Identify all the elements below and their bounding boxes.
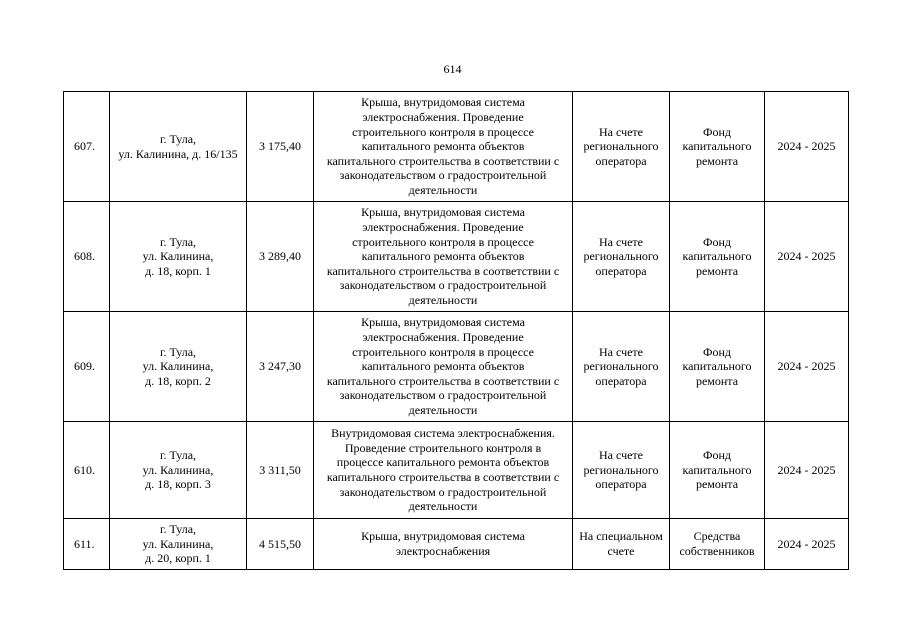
account-cell: На счете регионального оператора <box>573 312 670 422</box>
funding-source-cell: Средства собственников <box>670 519 765 570</box>
area-cell: 3 175,40 <box>247 92 314 202</box>
works-cell: Крыша, внутридомовая система электроснабжения. Проведение строительного контроля в процессе капитального ремонта объектов капитального строительства в соответствии с законодательством о градостроительной деятельности <box>314 202 573 312</box>
funding-source-cell: Фонд капитального ремонта <box>670 202 765 312</box>
table-row <box>64 422 849 519</box>
area-cell: 3 289,40 <box>247 202 314 312</box>
capital-repair-table <box>63 91 849 570</box>
period-cell: 2024 - 2025 <box>765 312 849 422</box>
page-number: 614 <box>443 62 462 76</box>
area-cell: 3 311,50 <box>247 422 314 519</box>
table-row <box>64 202 849 312</box>
account-cell: На счете регионального оператора <box>573 202 670 312</box>
table-row <box>64 519 849 570</box>
account-cell: На счете регионального оператора <box>573 92 670 202</box>
account-cell: На счете регионального оператора <box>573 422 670 519</box>
area-cell: 3 247,30 <box>247 312 314 422</box>
row-number: 608. <box>64 202 110 312</box>
address-cell: г. Тула, ул. Калинина, д. 18, корп. 3 <box>110 422 247 519</box>
works-cell: Крыша, внутридомовая система электроснабжения. Проведение строительного контроля в процессе капитального ремонта объектов капитального строительства в соответствии с законодательством о градостроительной деятельности <box>314 92 573 202</box>
works-cell: Крыша, внутридомовая система электроснабжения. Проведение строительного контроля в процессе капитального ремонта объектов капитального строительства в соответствии с законодательством о градостроительной деятельности <box>314 312 573 422</box>
works-cell: Внутридомовая система электроснабжения. Проведение строительного контроля в процессе капитального ремонта объектов капитального строительства в соответствии с законодательством о градостроительной деятельности <box>314 422 573 519</box>
period-cell: 2024 - 2025 <box>765 519 849 570</box>
table-row <box>64 92 849 202</box>
period-cell: 2024 - 2025 <box>765 92 849 202</box>
area-cell: 4 515,50 <box>247 519 314 570</box>
works-cell: Крыша, внутридомовая система электроснабжения <box>314 519 573 570</box>
funding-source-cell: Фонд капитального ремонта <box>670 422 765 519</box>
row-number: 611. <box>64 519 110 570</box>
address-cell: г. Тула, ул. Калинина, д. 20, корп. 1 <box>110 519 247 570</box>
address-cell: г. Тула, ул. Калинина, д. 18, корп. 1 <box>110 202 247 312</box>
row-number: 610. <box>64 422 110 519</box>
period-cell: 2024 - 2025 <box>765 202 849 312</box>
table-row <box>64 312 849 422</box>
funding-source-cell: Фонд капитального ремонта <box>670 92 765 202</box>
address-cell: г. Тула, ул. Калинина, д. 18, корп. 2 <box>110 312 247 422</box>
funding-source-cell: Фонд капитального ремонта <box>670 312 765 422</box>
period-cell: 2024 - 2025 <box>765 422 849 519</box>
address-cell: г. Тула, ул. Калинина, д. 16/135 <box>110 92 247 202</box>
account-cell: На специальном счете <box>573 519 670 570</box>
row-number: 607. <box>64 92 110 202</box>
row-number: 609. <box>64 312 110 422</box>
